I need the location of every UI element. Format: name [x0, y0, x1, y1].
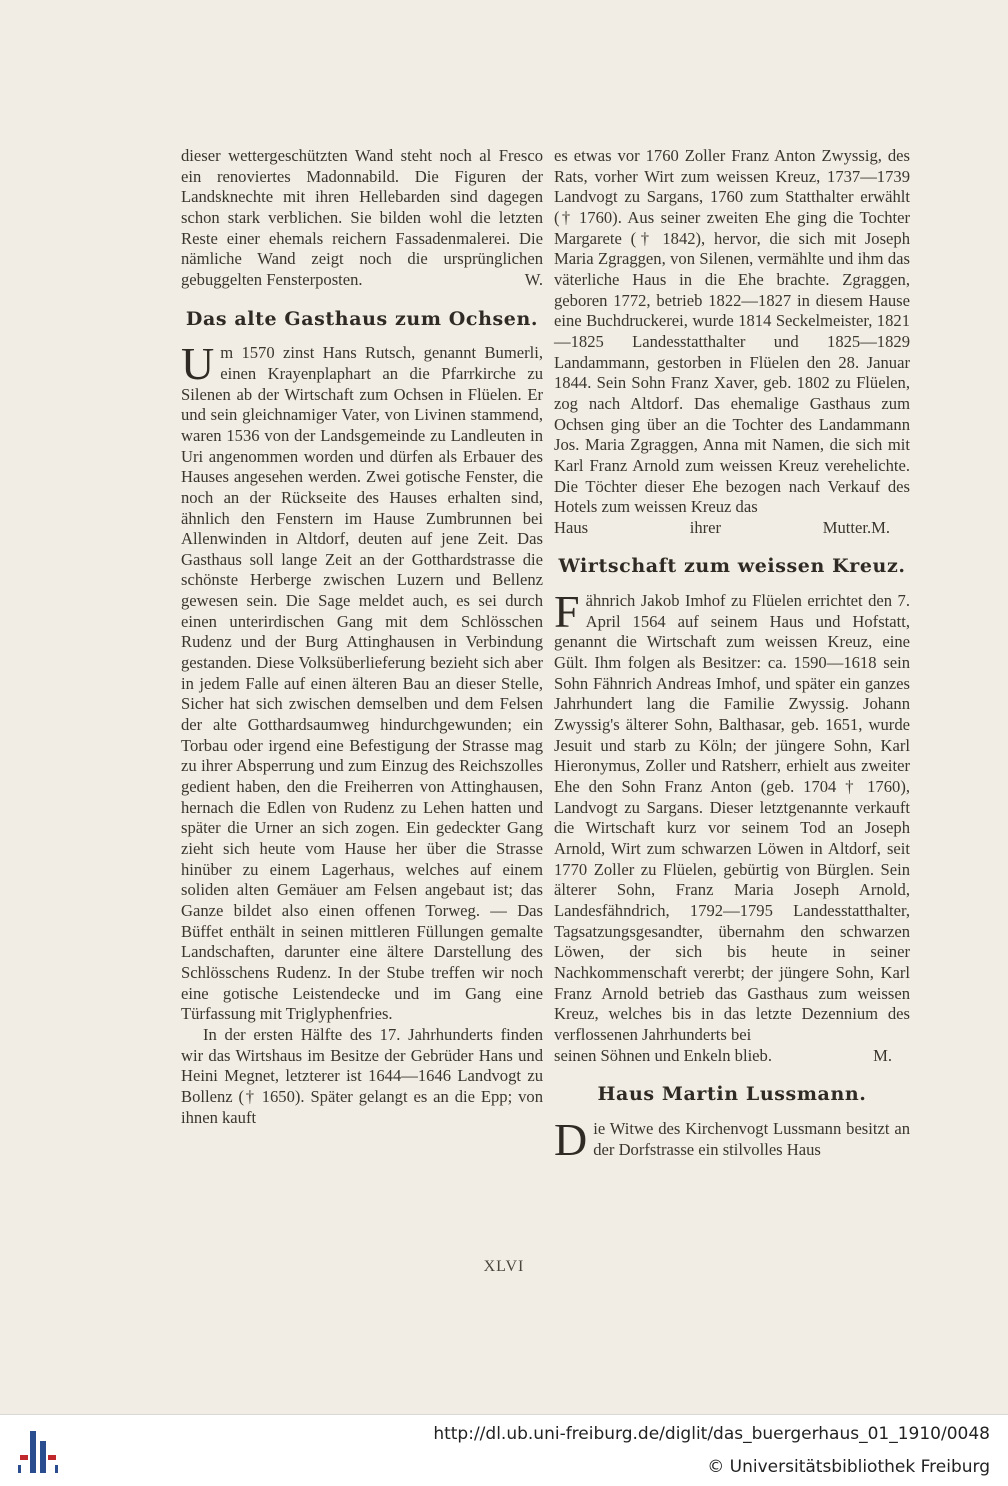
paragraph-text: Haus ihrer Mutter. — [554, 517, 872, 537]
author-signature: W. — [524, 269, 543, 289]
paragraph-lussmann — [554, 1113, 910, 1165]
drop-cap-initial: U — [181, 338, 215, 390]
paragraph-text: seinen Söhnen und Enkeln blieb. — [554, 1045, 772, 1065]
paragraph-text: dieser wettergeschützten Wand steht noch al Fresco ein renoviertes Madonnabild. Die Figuren der Landsknechte mit ihren Hellebarden sind dagegen schon stark verblichen. Sie bilden wohl die letzten Reste einer ehemals reichern Fassadenmalerei. Die nämliche Wand zeigt noch die ursprünglichen gebuggelten Fensterposten. — [181, 146, 543, 289]
author-signature: M. — [871, 517, 890, 537]
paragraph-end-line — [554, 1046, 910, 1067]
paragraph-ochsen-history — [181, 338, 543, 1025]
right-column — [554, 146, 910, 1165]
copyright-notice: © Universitätsbibliothek Freiburg — [707, 1457, 990, 1477]
paragraph-fresco — [181, 146, 543, 291]
paragraph-megnet: In der ersten Hälfte des 17. Jahrhunderts finden wir das Wirtshaus im Besitze der Gebrüder Hans und Heini Megnet, letzterer ist 1644—1646 Landvogt zu Bollenz († 1650). Später gelangt es an die Epp; von ihnen kauft — [181, 1024, 543, 1127]
library-footer — [0, 1414, 1008, 1486]
drop-cap-initial: D — [554, 1113, 588, 1165]
paragraph-imhof — [554, 586, 910, 1045]
paragraph-text: ähnrich Jakob Imhof zu Flüelen errichtet den 7. April 1564 auf seinem Haus und Hofstatt, genannt die Wirtschaft zum weissen Kreuz, eine Gült. Ihm folgen als Besitzer: ca. 1590—1618 sein Sohn Fähnrich Andreas Imhof, und später ein ganzes Jahrhundert lang die Familie Zwyssig. Johann Zwyssig's älterer Sohn, Balthasar, geb. 1651, wurde Jesuit und starb zu Köln; der jüngere Sohn, Karl Hieronymus, Zoller und Ratsherr, erhielt aus zweiter Ehe den Sohn Franz Anton (geb. 1704 † 1760), Landvogt zu Sargans. Dieser letztgenannte verkauft die Wirtschaft kurz vor seinem Tod an Joseph Arnold, Wirt zum schwarzen Löwen in Altdorf, seit 1770 Zoller zu Flüelen, gebürtig von Bürglen. Sein älterer Sohn, Franz Maria Joseph Arnold, Landesfähndrich, 1792—1795 Landesstatthalter, Tagsatzungsgesandter, übernahm den schwarzen Löwen, der sich bis heute in seiner Nachkommenschaft vererbt; der jüngere Sohn, Karl Franz Arnold betrieb das Gasthaus zum weissen Kreuz, welches bis in das letzte Dezennium des verflossenen Jahrhunderts bei — [554, 591, 910, 1044]
section-heading-kreuz: Wirtschaft zum weissen Kreuz. — [558, 555, 906, 578]
section-heading-ochsen: Das alte Gasthaus zum Ochsen. — [185, 307, 539, 330]
permalink-url[interactable]: http://dl.ub.uni-freiburg.de/diglit/das_buergerhaus_01_1910/0048 — [433, 1424, 990, 1444]
paragraph-zwyssig — [554, 146, 910, 518]
drop-cap-initial: F — [554, 586, 580, 638]
section-heading-lussmann: Haus Martin Lussmann. — [597, 1083, 867, 1106]
paragraph-text: m 1570 zinst Hans Rutsch, genannt Bumerli, einen Krayenplaphart an die Pfarrkirche zu Silenen ab der Wirtschaft zum Ochsen in Flüelen. Er und sein gleichnamiger Vater, von Livinen stammend, waren 1536 von der Landsgemeinde zu Landleuten in Uri angenommen worden und dürfen als Erbauer des Hauses angesehen werden. Zwei gotische Fenster, die noch an der Rückseite des Hauses erhalten sind, ähnlich den Fenstern im Hause Zumbrunnen bei Allenwinden in Altdorf, deuten auf jene Zeit. Das Gasthaus soll lange Zeit an der Gotthardstrasse die schönste Herberge zwischen Luzern und Bellenz gewesen sein. Die Sage meldet auch, es sei durch einen unterirdischen Gang mit dem Schlösschen Rudenz und der Burg Attinghausen in Verbindung gestanden. Diese Volksüberlieferung bezieht sich aber in jedem Falle auf einen älteren Bau an dieser Stelle, Sicher hat sich zwischen demselben und dem Felsen der alte Gotthardsaumweg hindurchgewunden; ein Torbau oder irgend eine Befestigung der Strasse mag zu ihrer Absperrung und zum Einzug des Reichszolles gedient haben, den die Freiherren von Attinghausen, hernach die Edlen von Rudenz zu Lehen hatten und später die Urner an sich zogen. Ein gedeckter Gang zieht sich heute vom Hause her über die Strasse hinüber zu einem Lagerhaus, welches auf einem soliden alten Gemäuer am Felsen angebaut ist; das Ganze bildet also einen offenen Torweg. — Das Büffet enthält in seinen mittleren Füllungen gemalte Landschaften, darunter eine ältere Darstellung des Schlösschens Rudenz. In der Stube treffen wir noch eine gotische Leistendecke und im Gang eine Türfassung mit Triglyphenfries. — [181, 343, 543, 1024]
author-signature: M. — [873, 1045, 892, 1065]
paragraph-text: ie Witwe des Kirchenvogt Lussmann besitzt an der Dorfstrasse ein stilvolles Haus — [593, 1118, 910, 1159]
page-number: XLVI — [483, 1258, 525, 1275]
paragraph-text: es etwas vor 1760 Zoller Franz Anton Zwyssig, des Rats, vorher Wirt zum weissen Kreuz, 1737—1739 Landvogt zu Sargans, 1760 zum Statthalter erwählt († 1760). Aus seiner zweiten Ehe ging die Tochter Margarete († 1842), hervor, die sich mit Joseph Maria Zgraggen, von Silenen, vermählte und ihm das väterliche Haus in die Ehe brachte. Zgraggen, geboren 1772, betrieb 1822—1827 in diesem Hause eine Buchdruckerei, wurde 1814 Seckelmeister, 1821—1825 Landesstatthalter und 1825—1829 Landammann, gestorben in Flüelen den 28. Januar 1844. Sein Sohn Franz Xaver, geb. 1802 zu Flüelen, zog nach Altdorf. Das ehemalige Gasthaus zum Ochsen ging über an die Tochter des Landammann Jos. Maria Zgraggen, Anna mit Namen, die sich mit Karl Franz Arnold zum weissen Kreuz verehelichte. Die Töchter dieser Ehe bezogen nach Verkauf des Hotels zum weissen Kreuz das — [554, 146, 910, 517]
paragraph-end-line — [554, 518, 910, 539]
left-column — [181, 146, 543, 1128]
ub-freiburg-logo-icon[interactable] — [14, 1427, 64, 1477]
